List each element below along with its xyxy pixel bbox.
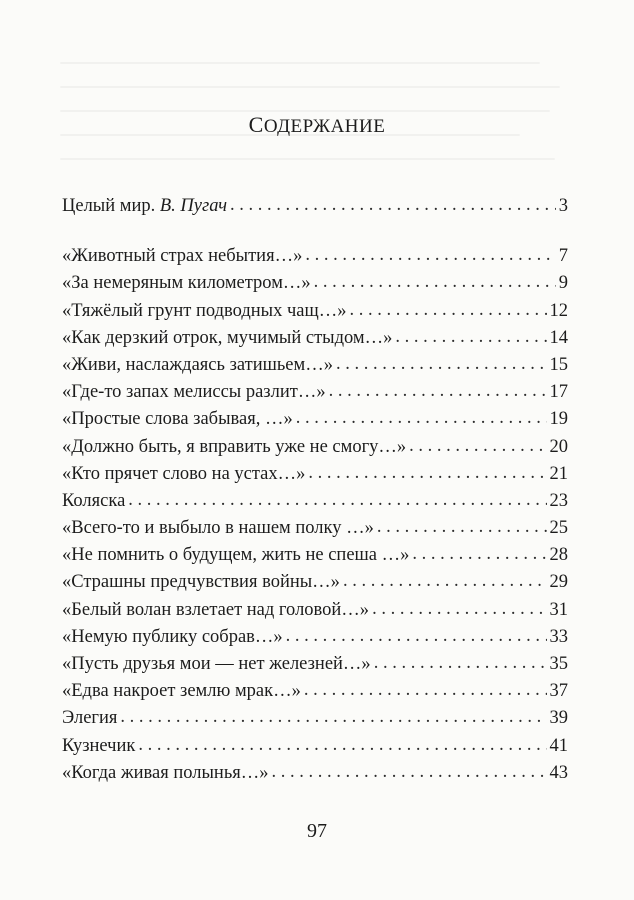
toc-leader-dots — [395, 324, 546, 351]
toc-entry — [62, 243, 568, 270]
toc-entry-title: «Немую публику собрав…» — [62, 626, 283, 647]
toc-entry-page: 21 — [549, 463, 568, 484]
toc-entry-title-text: Целый мир. — [62, 196, 160, 216]
toc-entry-page: 15 — [549, 354, 568, 375]
page-title-rest: ОДЕРЖАНИЕ — [263, 116, 386, 137]
toc-entry — [62, 705, 568, 732]
toc-leader-dots — [412, 541, 546, 568]
toc-leader-dots — [329, 378, 547, 405]
toc-entry-page: 9 — [558, 273, 568, 294]
toc-entry — [62, 379, 568, 406]
toc-entry-title: Элегия — [62, 708, 118, 729]
toc-entry-page: 20 — [549, 436, 568, 457]
toc-entry-page: 39 — [549, 708, 568, 729]
toc-entry — [62, 760, 568, 787]
toc-leader-dots — [308, 460, 546, 487]
toc-entry-page: 17 — [549, 382, 568, 403]
toc-entry — [62, 678, 568, 705]
toc-entry-page: 33 — [549, 626, 568, 647]
toc-entry-title: «Живи, наслаждаясь затишьем…» — [62, 354, 333, 375]
toc-leader-dots — [286, 623, 547, 650]
toc-entry-page: 29 — [549, 572, 568, 593]
toc-entry-title: «Кто прячет слово на устах…» — [62, 463, 306, 484]
toc-entry-title: «Когда живая полынья…» — [62, 762, 269, 783]
page-title-initial: С — [248, 112, 264, 137]
toc-entry — [62, 624, 568, 651]
toc-entry — [62, 270, 568, 297]
toc-entry — [62, 488, 568, 515]
toc-entry-title: «Всего-то и выбыло в нашем полку …» — [62, 518, 374, 539]
toc-entry-title: Кузнечик — [62, 735, 136, 756]
toc-entry — [62, 325, 568, 352]
toc-entry — [62, 406, 568, 433]
toc-entry-page: 28 — [549, 545, 568, 566]
page-number: 97 — [307, 820, 327, 842]
toc-entry-title: «Должно быть, я вправить уже не смогу…» — [62, 436, 407, 457]
toc-leader-dots — [372, 596, 546, 623]
toc-leader-dots — [343, 568, 547, 595]
toc-entry-page: 23 — [549, 490, 568, 511]
toc-entry-title: «Простые слова забывая, …» — [62, 409, 293, 430]
toc-entry-title: Коляска — [62, 490, 126, 511]
toc-entry-title: «Белый волан взлетает над головой…» — [62, 599, 370, 620]
toc-entry — [62, 515, 568, 542]
toc-entry — [62, 461, 568, 488]
toc-leader-dots — [230, 192, 556, 219]
toc-leader-dots — [272, 759, 547, 786]
toc-entry-title: «Пусть друзья мои — нет железней…» — [62, 654, 371, 674]
toc-entry-title: «Как дерзкий отрок, мучимый стыдом…» — [62, 327, 393, 348]
toc-entry-title: «Тяжёлый грунт подводных чащ…» — [62, 300, 347, 321]
toc-entry-page: 7 — [558, 246, 568, 267]
toc-entry-page: 19 — [549, 409, 568, 430]
toc-leader-dots — [120, 704, 546, 731]
toc-entry-title: «Едва накроет землю мрак…» — [62, 681, 301, 702]
toc-entry-page: 35 — [549, 654, 568, 674]
toc-leader-dots — [349, 297, 546, 324]
toc-leader-dots — [138, 732, 546, 759]
toc-entry-page: 37 — [549, 681, 568, 702]
toc-leader-dots — [305, 242, 555, 269]
toc-entry — [62, 434, 568, 461]
toc-leader-dots — [377, 514, 547, 541]
toc-entry — [62, 542, 568, 569]
toc-entry-title: «За немеряным километром…» — [62, 273, 311, 294]
toc-entry — [62, 352, 568, 379]
toc-entry-title: «Где-то запах мелиссы разлит…» — [62, 382, 326, 403]
toc-entry-title: «Животный страх небытия…» — [62, 246, 303, 267]
toc-entry — [62, 298, 568, 325]
table-of-contents — [62, 193, 568, 787]
toc-leader-dots — [128, 487, 546, 514]
toc-entry — [62, 569, 568, 596]
toc-entry — [62, 597, 568, 624]
toc-entry-title: «Не помнить о будущем, жить не спеша …» — [62, 545, 410, 566]
toc-entry-page: 43 — [549, 762, 568, 783]
page-title — [0, 112, 634, 138]
toc-entry-page: 31 — [549, 599, 568, 620]
toc-leader-dots — [304, 677, 547, 704]
toc-entry-page: 14 — [549, 327, 568, 348]
toc-entry-page: 41 — [549, 735, 568, 756]
toc-entry — [62, 733, 568, 760]
toc-leader-dots — [374, 650, 547, 677]
toc-leader-dots — [296, 405, 547, 432]
toc-entry — [62, 651, 568, 678]
toc-entry — [62, 193, 568, 220]
toc-leader-dots — [314, 269, 556, 296]
toc-entry-author: В. Пугач — [159, 196, 228, 216]
toc-leader-dots — [336, 351, 547, 378]
toc-entry-page: 3 — [558, 196, 568, 216]
toc-leader-dots — [409, 433, 546, 460]
toc-entry-title: «Страшны предчувствия войны…» — [62, 572, 340, 593]
toc-entry-page: 12 — [549, 300, 568, 321]
toc-entry-title — [62, 193, 227, 220]
toc-entry-page: 25 — [549, 518, 568, 539]
